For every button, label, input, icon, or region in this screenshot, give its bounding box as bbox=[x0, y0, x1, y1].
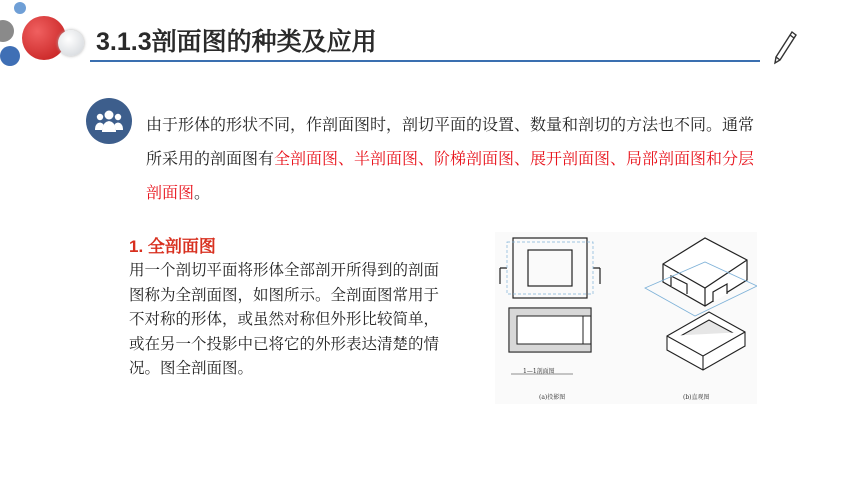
decor-dot-white bbox=[58, 30, 84, 56]
intro-text: 由于形体的形状不同，作剖面图时，剖切平面的设置、数量和剖切的方法也不同。通常所采用的剖面图有 bbox=[146, 115, 755, 168]
people-icon bbox=[86, 98, 132, 144]
title-underline bbox=[90, 60, 760, 62]
section-figure bbox=[495, 232, 757, 404]
figure-section-label: 1—1剖面图 bbox=[523, 368, 555, 375]
intro-paragraph bbox=[146, 108, 766, 210]
intro-highlight: 全剖面图、半剖面图、阶梯剖面图、展开剖面图、局部剖面图和分层剖面图 bbox=[146, 149, 755, 202]
decor-dot-lightblue bbox=[14, 2, 26, 14]
section-heading: 1. 全剖面图 bbox=[129, 237, 216, 256]
intro-text-end: 。 bbox=[194, 183, 211, 202]
decor-dot-grey bbox=[0, 20, 14, 42]
pencil-icon bbox=[772, 30, 798, 66]
decor-dot-blue bbox=[0, 46, 20, 66]
figure-caption-a: (a)投影图 bbox=[539, 394, 566, 401]
figure-drawing bbox=[495, 232, 757, 404]
page-title: 3.1.3剖面图的种类及应用 bbox=[96, 28, 377, 56]
figure-caption-b: (b)直观图 bbox=[683, 394, 710, 401]
section-body: 用一个剖切平面将形体全部剖开所得到的剖面图称为全剖面图，如图所示。全剖面图常用于不对称的形体，或虽然对称但外形比较简单，或在另一个投影中已将它的外形表达清楚的情况。图全剖面图。 bbox=[129, 261, 440, 377]
